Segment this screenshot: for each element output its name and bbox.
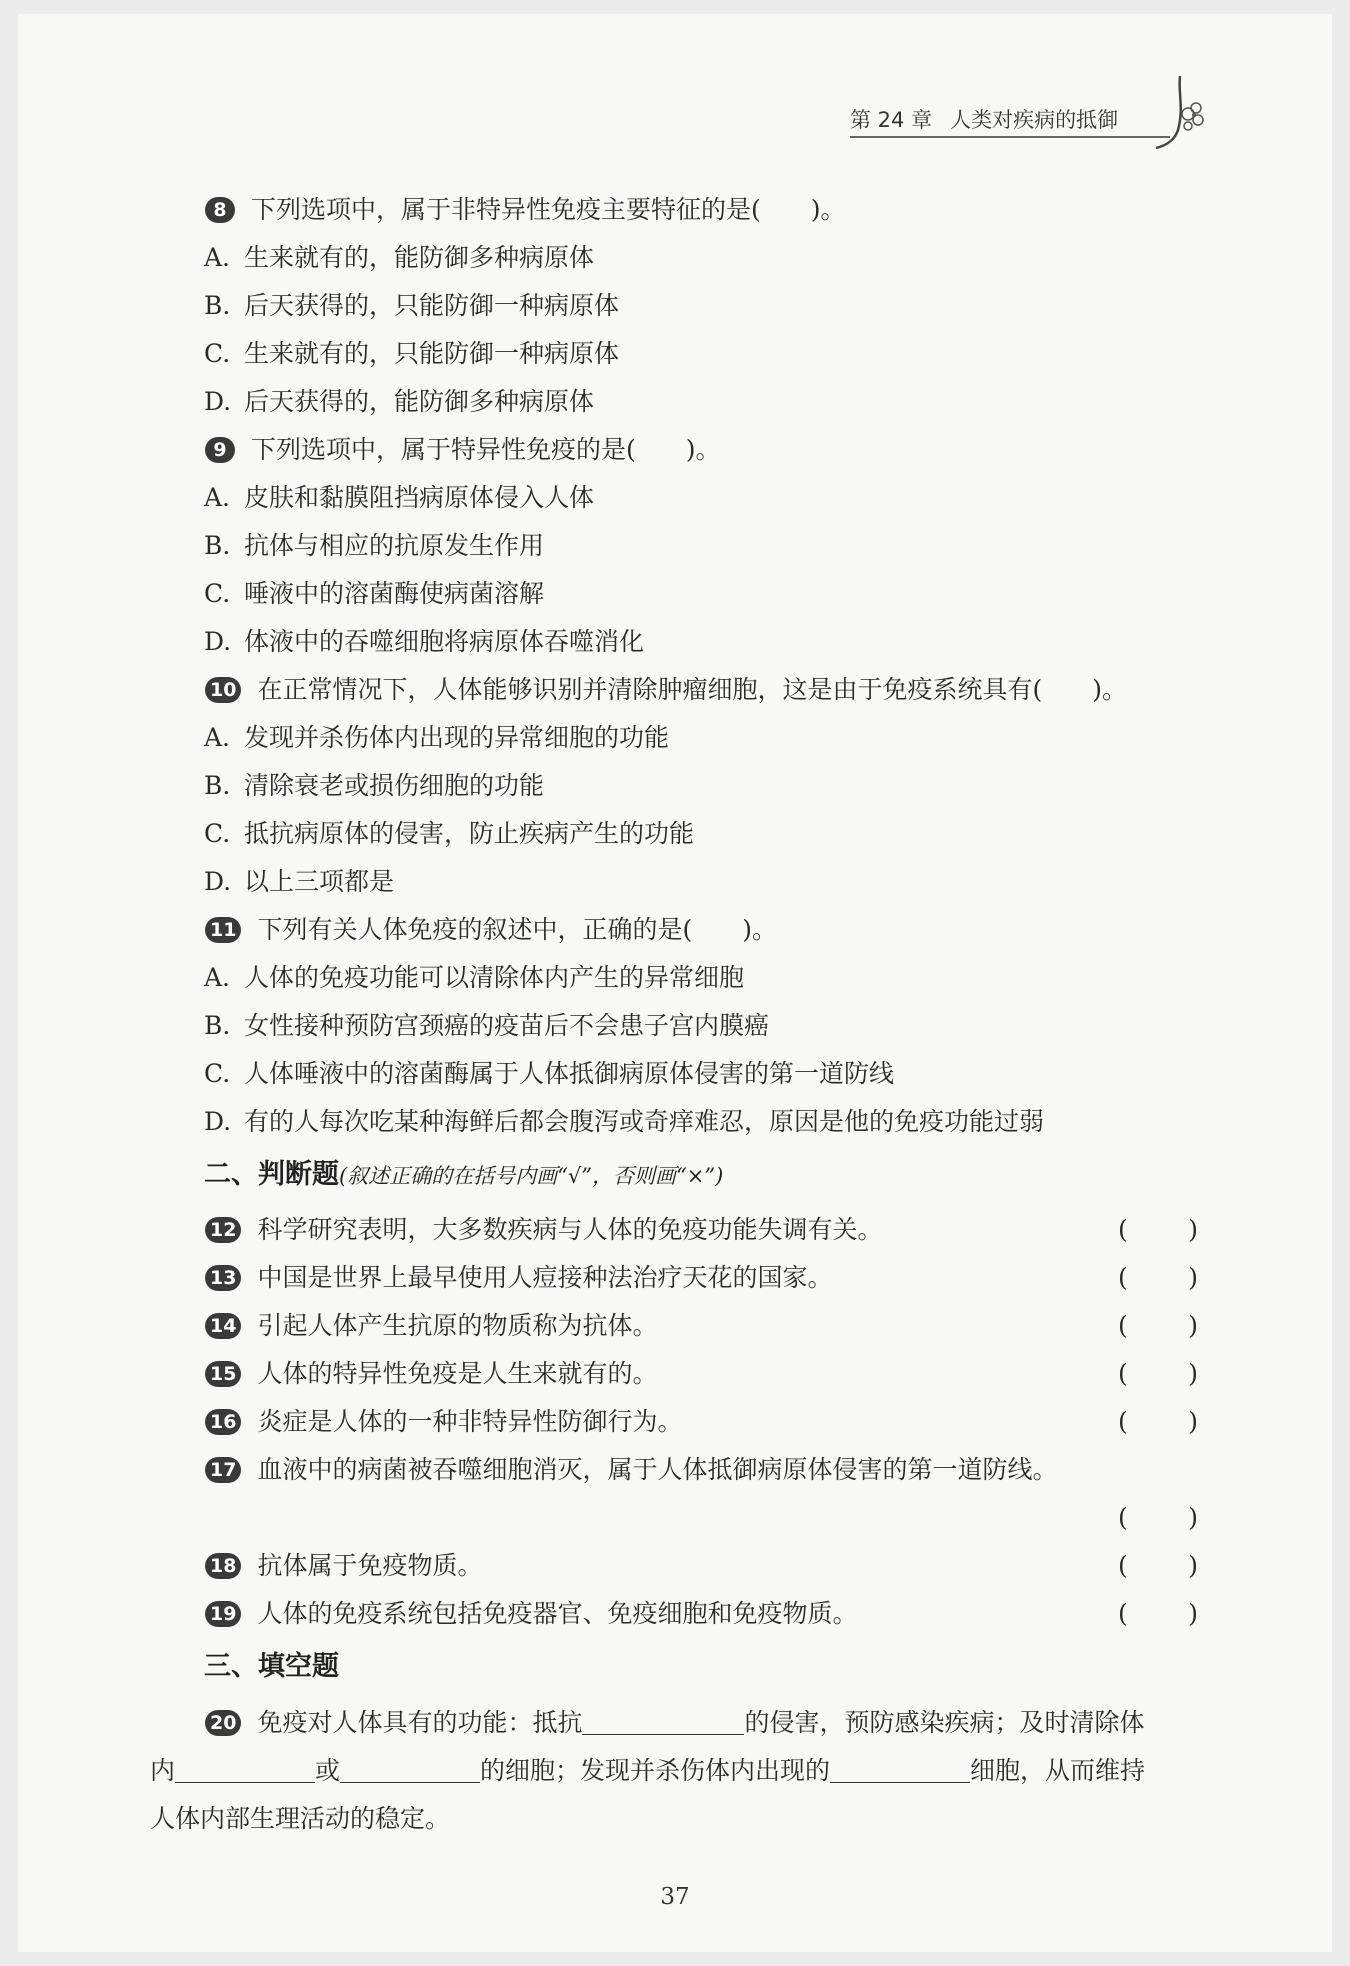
option-letter: C. <box>204 819 231 848</box>
option-text: 生来就有的，能防御多种病原体 <box>244 243 595 272</box>
question-number-badge: 12 <box>205 1217 241 1243</box>
option-text: 生来就有的，只能防御一种病原体 <box>244 339 620 368</box>
option-d <box>204 1107 1044 1137</box>
fill-text: 的侵害，预防感染疾病；及时清除体 <box>744 1708 1145 1737</box>
fill-blank-3[interactable] <box>340 1758 480 1783</box>
option-b <box>204 531 544 561</box>
paren-right: ) <box>1188 1263 1198 1292</box>
statement-text: 科学研究表明，大多数疾病与人体的免疫功能失调有关。 <box>257 1215 883 1244</box>
option-letter: D. <box>204 867 232 896</box>
option-letter: C. <box>204 1059 231 1088</box>
statement-text: 引起人体产生抗原的物质称为抗体。 <box>257 1311 658 1340</box>
option-c <box>204 1059 894 1089</box>
paren-left: ( <box>1118 1551 1128 1580</box>
fill-blank-4[interactable] <box>830 1758 970 1783</box>
statement-text: 中国是世界上最早使用人痘接种法治疗天花的国家。 <box>257 1263 833 1292</box>
fill-question-20-line-2 <box>150 1756 1145 1786</box>
question-number-badge: 10 <box>205 677 241 703</box>
option-letter: B. <box>204 771 231 800</box>
question-9 <box>205 435 721 465</box>
question-number-badge: 18 <box>205 1553 241 1579</box>
section-instruction: (叙述正确的在括号内画“√”，否则画“×”) <box>339 1164 724 1188</box>
paren-right: ) <box>1188 1311 1198 1340</box>
option-letter: B. <box>204 1011 231 1040</box>
judgment-13 <box>205 1263 832 1293</box>
running-header <box>850 104 1118 134</box>
fill-text: 或 <box>315 1756 341 1785</box>
option-text: 人体的免疫功能可以清除体内产生的异常细胞 <box>244 963 745 992</box>
option-letter: D. <box>204 387 232 416</box>
question-number-badge: 16 <box>205 1409 241 1435</box>
judgment-17 <box>205 1455 1057 1485</box>
section-heading-judgment <box>204 1159 723 1192</box>
judgment-14 <box>205 1311 657 1341</box>
chapter-number: 第 24 章 <box>850 108 933 132</box>
option-text: 体液中的吞噬细胞将病原体吞噬消化 <box>244 627 645 656</box>
statement-text: 血液中的病菌被吞噬细胞消灭，属于人体抵御病原体侵害的第一道防线。 <box>257 1455 1058 1484</box>
fill-blank-2[interactable] <box>175 1758 315 1783</box>
fill-blank-1[interactable] <box>582 1710 744 1735</box>
question-number-badge: 20 <box>205 1710 241 1736</box>
option-text: 以上三项都是 <box>244 867 395 896</box>
option-letter: A. <box>204 483 231 512</box>
statement-text: 炎症是人体的一种非特异性防御行为。 <box>257 1407 683 1436</box>
question-stem: 下列选项中，属于特异性免疫的是( )。 <box>251 435 721 464</box>
paren-right: ) <box>1188 1359 1198 1388</box>
paren-right: ) <box>1188 1215 1198 1244</box>
option-text: 后天获得的，只能防御一种病原体 <box>244 291 620 320</box>
option-letter: B. <box>204 531 231 560</box>
fill-text: 内 <box>150 1756 176 1785</box>
option-a <box>204 483 594 513</box>
fill-text: 细胞，从而维持 <box>970 1756 1146 1785</box>
chapter-title: 人类对疾病的抵御 <box>950 108 1119 132</box>
paren-right: ) <box>1188 1599 1198 1628</box>
option-letter: A. <box>204 723 231 752</box>
statement-text: 人体的免疫系统包括免疫器官、免疫细胞和免疫物质。 <box>257 1599 858 1628</box>
fill-text: 的细胞；发现并杀伤体内出现的 <box>480 1756 831 1785</box>
question-10 <box>205 675 1127 705</box>
section-title: 二、判断题 <box>204 1159 339 1190</box>
option-c <box>204 819 694 849</box>
page-number: 37 <box>660 1884 690 1910</box>
question-stem: 在正常情况下，人体能够识别并清除肿瘤细胞，这是由于免疫系统具有( )。 <box>257 675 1127 704</box>
question-number-badge: 11 <box>205 917 241 943</box>
judgment-15 <box>205 1359 657 1389</box>
question-number-badge: 15 <box>205 1361 241 1387</box>
paren-left: ( <box>1118 1359 1128 1388</box>
option-letter: D. <box>204 1107 232 1136</box>
paren-right: ) <box>1188 1503 1198 1532</box>
paren-left: ( <box>1118 1263 1128 1292</box>
paren-left: ( <box>1118 1407 1128 1436</box>
paren-right: ) <box>1188 1551 1198 1580</box>
header-rule <box>850 136 1170 138</box>
fill-text: 免疫对人体具有的功能：抵抗 <box>257 1708 583 1737</box>
paren-left: ( <box>1118 1215 1128 1244</box>
option-letter: D. <box>204 627 232 656</box>
judgment-19 <box>205 1599 857 1629</box>
paren-right: ) <box>1188 1407 1198 1436</box>
judgment-12 <box>205 1215 882 1245</box>
question-number-badge: 17 <box>205 1457 241 1483</box>
question-stem: 下列有关人体免疫的叙述中，正确的是( )。 <box>257 915 777 944</box>
fill-question-20-line-3 <box>150 1804 450 1834</box>
option-c <box>204 339 619 369</box>
option-text: 抗体与相应的抗原发生作用 <box>244 531 545 560</box>
option-letter: C. <box>204 579 231 608</box>
question-number-badge: 19 <box>205 1601 241 1627</box>
fill-question-20-line-1 <box>205 1708 1144 1738</box>
option-text: 唾液中的溶菌酶使病菌溶解 <box>244 579 545 608</box>
option-b <box>204 291 619 321</box>
statement-text: 人体的特异性免疫是人生来就有的。 <box>257 1359 658 1388</box>
option-letter: A. <box>204 963 231 992</box>
option-text: 有的人每次吃某种海鲜后都会腹泻或奇痒难忍，原因是他的免疫功能过弱 <box>244 1107 1045 1136</box>
paren-left: ( <box>1118 1311 1128 1340</box>
question-11 <box>205 915 777 945</box>
option-text: 抵抗病原体的侵害，防止疾病产生的功能 <box>244 819 695 848</box>
fill-text: 人体内部生理活动的稳定。 <box>150 1804 451 1833</box>
option-text: 皮肤和黏膜阻挡病原体侵入人体 <box>244 483 595 512</box>
question-number-badge: 13 <box>205 1265 241 1291</box>
question-number-badge: 14 <box>205 1313 241 1339</box>
option-letter: C. <box>204 339 231 368</box>
question-stem: 下列选项中，属于非特异性免疫主要特征的是( )。 <box>251 195 846 224</box>
option-text: 女性接种预防宫颈癌的疫苗后不会患子宫内膜癌 <box>244 1011 770 1040</box>
judgment-16 <box>205 1407 682 1437</box>
option-a <box>204 723 669 753</box>
statement-text: 抗体属于免疫物质。 <box>257 1551 483 1580</box>
option-b <box>204 771 544 801</box>
option-a <box>204 963 744 993</box>
option-a <box>204 243 594 273</box>
judgment-18 <box>205 1551 482 1581</box>
option-text: 后天获得的，能防御多种病原体 <box>244 387 595 416</box>
option-text: 发现并杀伤体内出现的异常细胞的功能 <box>244 723 670 752</box>
option-b <box>204 1011 769 1041</box>
section-title: 三、填空题 <box>204 1651 339 1682</box>
option-c <box>204 579 544 609</box>
question-number-badge: 9 <box>205 437 235 463</box>
section-heading-fill <box>204 1651 339 1683</box>
flower-decoration-icon <box>1150 72 1210 152</box>
option-text: 人体唾液中的溶菌酶属于人体抵御病原体侵害的第一道防线 <box>244 1059 895 1088</box>
question-8 <box>205 195 846 225</box>
option-letter: B. <box>204 291 231 320</box>
question-number-badge: 8 <box>205 197 235 223</box>
paren-left: ( <box>1118 1599 1128 1628</box>
option-d <box>204 867 394 897</box>
option-d <box>204 627 644 657</box>
option-d <box>204 387 594 417</box>
paren-left: ( <box>1118 1503 1128 1532</box>
option-text: 清除衰老或损伤细胞的功能 <box>244 771 545 800</box>
option-letter: A. <box>204 243 231 272</box>
